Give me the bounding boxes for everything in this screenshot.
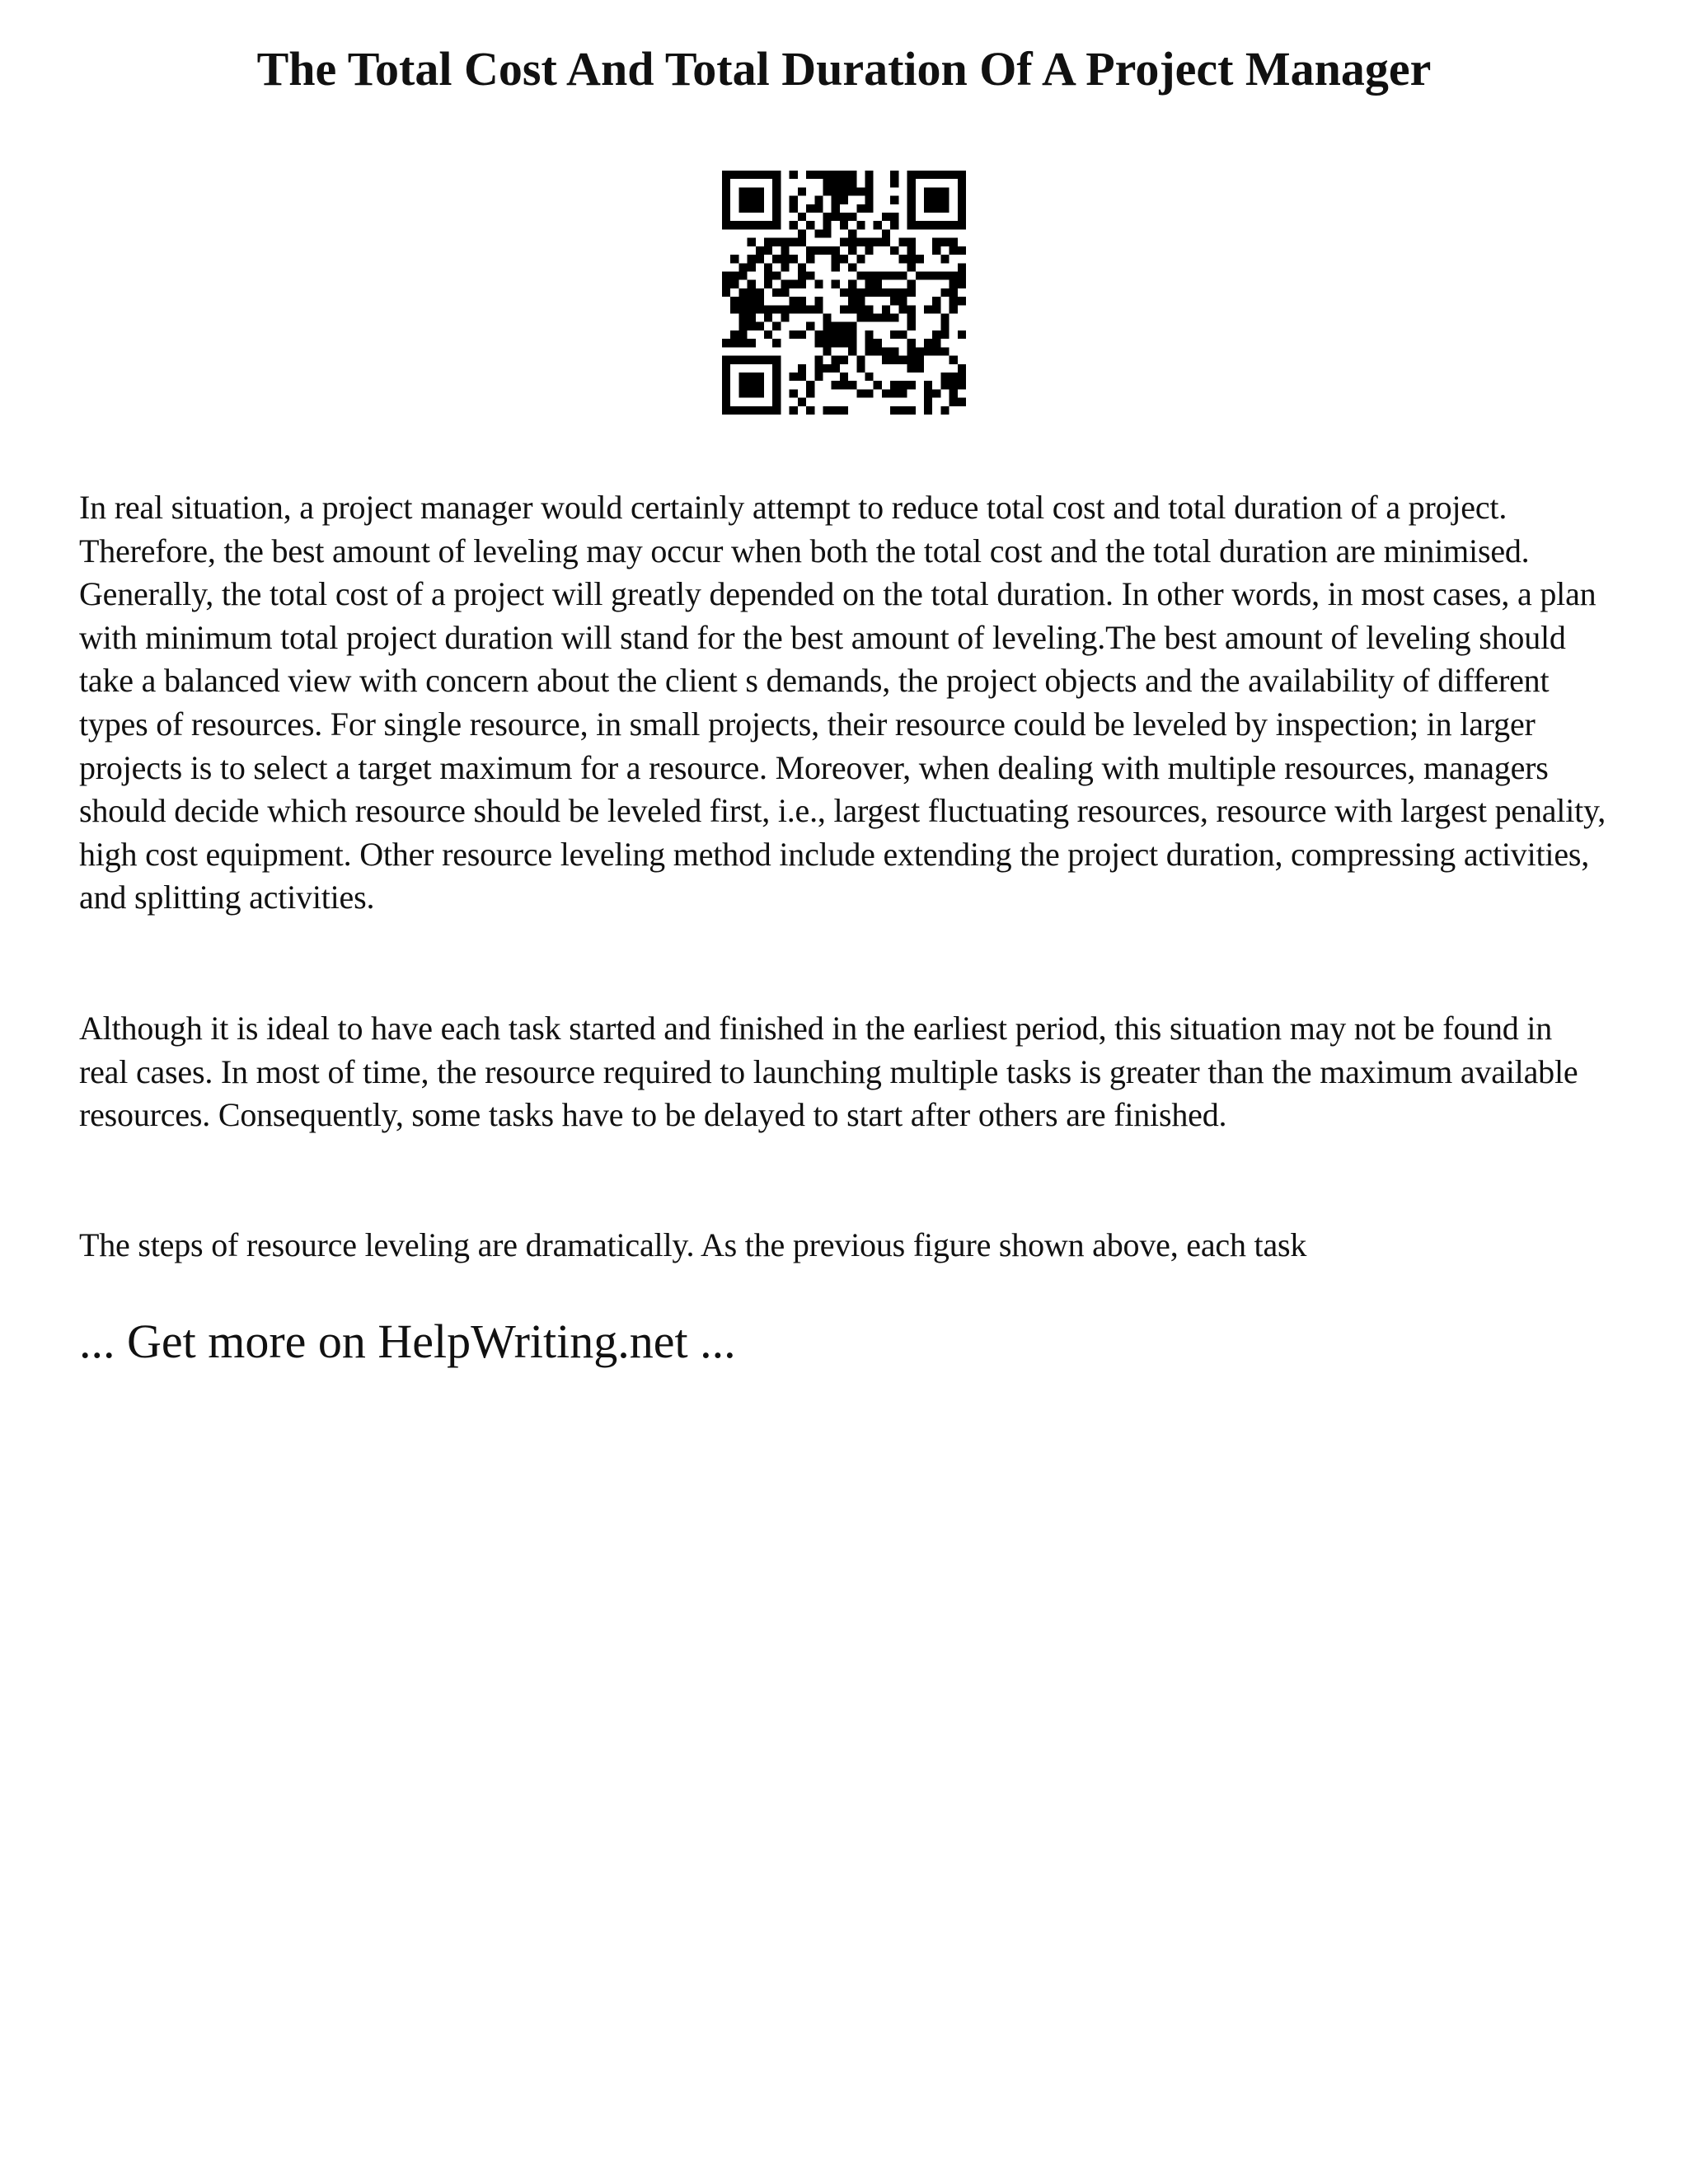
paragraph-3: The steps of resource leveling are dramatically. As the previous figure shown above, each task <box>79 1226 1307 1263</box>
paragraph-2: Although it is ideal to have each task started and finished in the earliest period, this situation may not be found in real cases. In most of time, the resource required to launching multiple tasks is greater than the maximum available resources. Consequently, some tasks have to be delayed to start after others are finished. <box>79 1010 1578 1134</box>
paragraph-1: In real situation, a project manager would certainly attempt to reduce total cost and total duration of a project. Therefore, the best amount of leveling may occur when both the total cost and the total duration are minimised. Generally, the total cost of a project will greatly depended on the total duration. In other words, in most cases, a plan with minimum total project duration will stand for the best amount of leveling.The best amount of leveling should take a balanced view with concern about the client s demands, the project objects and the availability of different types of resources. For single resource, in small projects, their resource could be leveled by inspection; in larger projects is to select a target maximum for a resource. Moreover, when dealing with multiple resources, managers should decide which resource should be leveled first, i.e., largest fluctuating resources, resource with largest penality, high cost equipment. Other resource leveling method include extending the project duration, compressing activities, and splitting activities. <box>79 489 1606 916</box>
get-more-link[interactable]: ... Get more on HelpWriting.net ... <box>79 1315 736 1368</box>
page-title: The Total Cost And Total Duration Of A Project Manager <box>256 42 1432 96</box>
qr-code-icon[interactable] <box>722 171 966 415</box>
